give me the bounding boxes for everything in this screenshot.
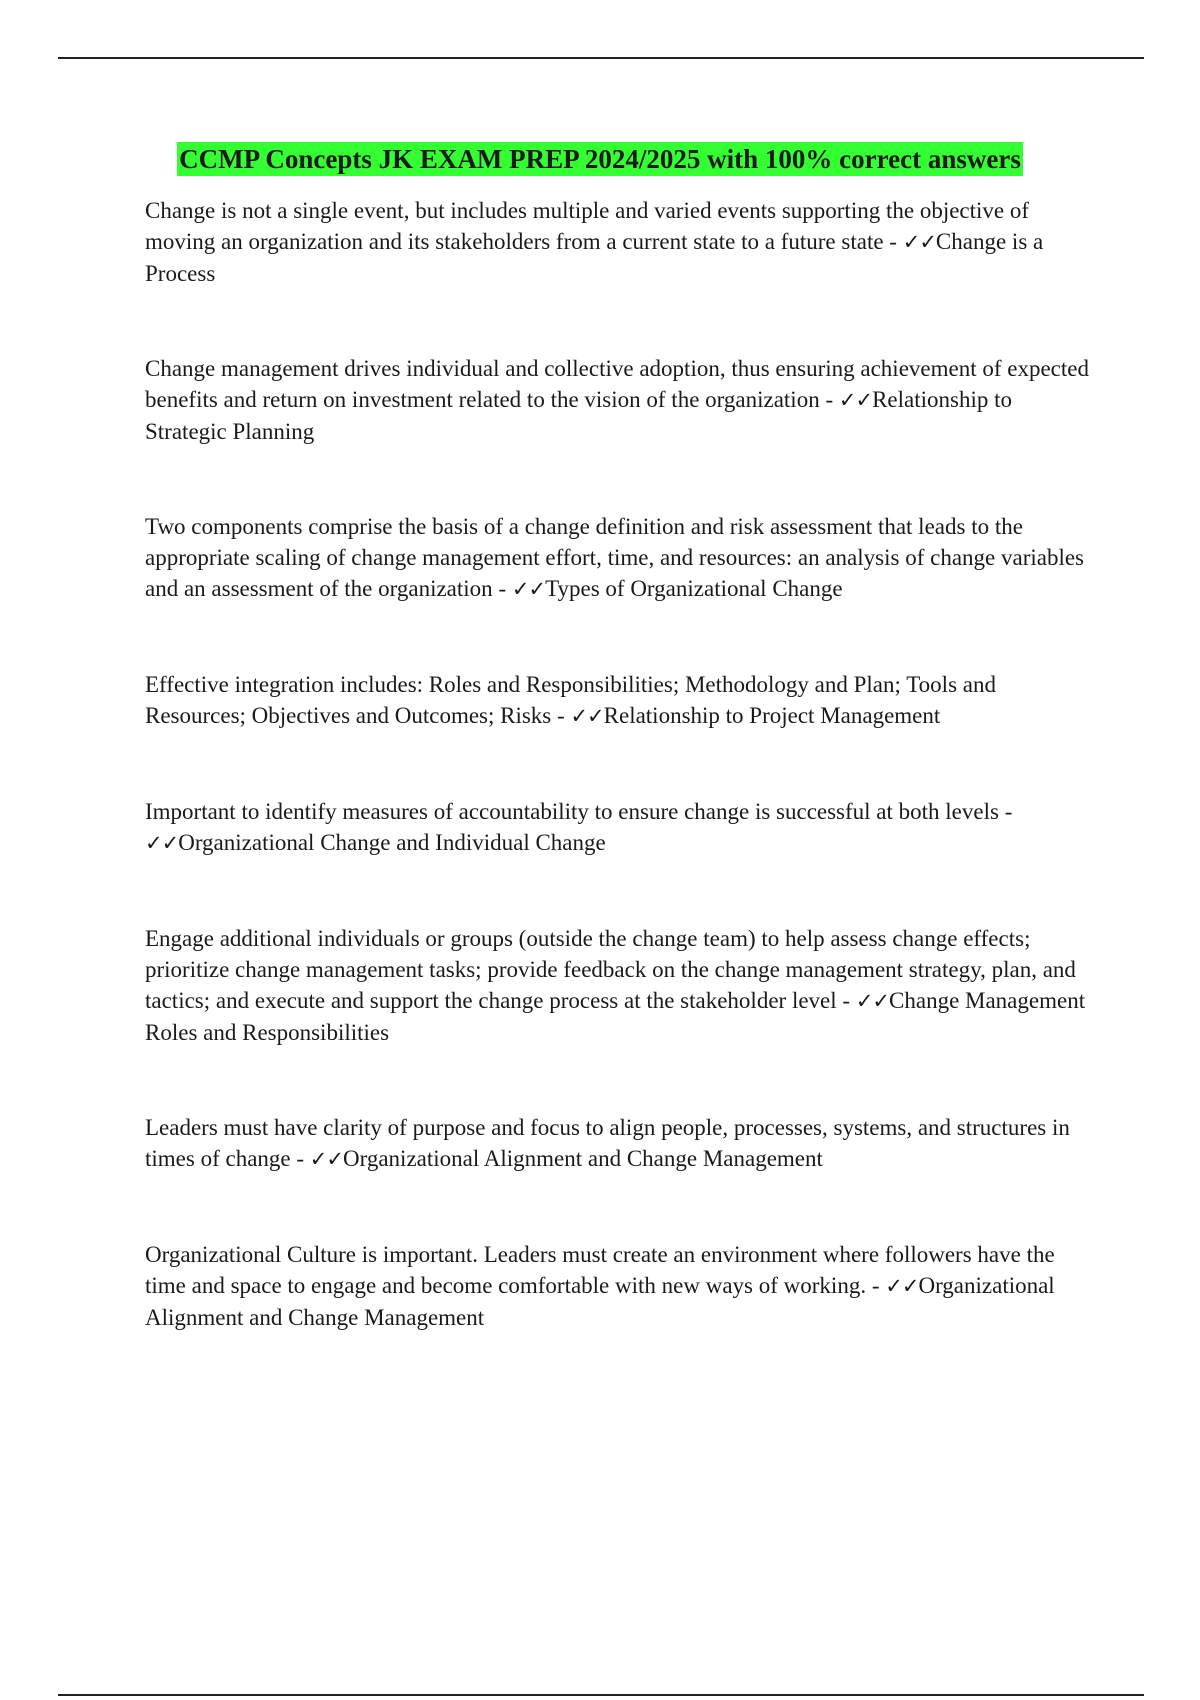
answer-text: Relationship to Strategic Planning <box>145 387 1012 444</box>
qa-item <box>145 669 1090 732</box>
separator: - <box>492 576 512 601</box>
separator: - <box>866 1273 886 1298</box>
question-text: Effective integration includes: Roles and Responsibilities; Methodology and Plan; Tools and Resources; Objectives and Outcomes; Risks <box>145 672 996 728</box>
separator: - <box>883 229 903 254</box>
document-title: CCMP Concepts JK EXAM PREP 2024/2025 with 100% correct answers <box>179 144 1021 174</box>
qa-item <box>145 353 1090 447</box>
title-container <box>0 142 1200 176</box>
double-check-icon: ✓✓ <box>855 989 890 1013</box>
question-text: Leaders must have clarity of purpose and focus to align people, processes, systems, and structures in times of change <box>145 1115 1070 1171</box>
question-text: Two components comprise the basis of a change definition and risk assessment that leads to the appropriate scaling of change management effort, time, and resources: an analysis of change variables and an assessment of the organization <box>145 514 1085 601</box>
question-text: Engage additional individuals or groups (outside the change team) to help assess change effects; prioritize change management tasks; provide feedback on the change management strategy, plan, and tactics; and execute and support the change process at the stakeholder level <box>145 926 1076 1013</box>
double-check-icon: ✓✓ <box>838 388 873 412</box>
qa-item <box>145 796 1090 859</box>
answer-text: Organizational Alignment and Change Management <box>145 1273 1055 1330</box>
answer-text: Relationship to Project Management <box>603 703 941 728</box>
separator: - <box>819 387 839 412</box>
separator: - <box>998 799 1013 824</box>
double-check-icon: ✓✓ <box>902 230 936 254</box>
qa-item <box>145 1239 1090 1333</box>
double-check-icon: ✓✓ <box>145 831 179 855</box>
qa-item <box>145 1112 1090 1175</box>
answer-text: Change is a Process <box>145 229 1044 286</box>
question-text: Organizational Culture is important. Leaders must create an environment where followers have the time and space to engage and become comfortable with new ways of working. <box>145 1242 1055 1298</box>
qa-item <box>145 195 1090 289</box>
qa-item <box>145 511 1090 605</box>
double-check-icon: ✓✓ <box>511 577 546 601</box>
separator: - <box>551 703 571 728</box>
question-text: Important to identify measures of accountability to ensure change is successful at both levels <box>145 799 999 824</box>
double-check-icon: ✓✓ <box>309 1147 343 1171</box>
double-check-icon: ✓✓ <box>570 704 604 728</box>
top-rule <box>58 57 1144 59</box>
question-text: Change management drives individual and collective adoption, thus ensuring achievement of expected benefits and return on investment related to the vision of the organization <box>145 356 1089 412</box>
qa-list <box>145 195 1090 1397</box>
answer-text: Organizational Change and Individual Change <box>178 830 606 855</box>
double-check-icon: ✓✓ <box>885 1274 919 1298</box>
separator: - <box>290 1146 310 1171</box>
qa-item <box>145 923 1090 1048</box>
answer-text: Organizational Alignment and Change Management <box>343 1146 823 1171</box>
answer-text: Types of Organizational Change <box>545 576 843 601</box>
separator: - <box>836 988 856 1013</box>
question-text: Change is not a single event, but includes multiple and varied events supporting the objective of moving an organization and its stakeholders from a current state to a future state <box>145 198 1030 254</box>
answer-text: Change Management Roles and Responsibilities <box>145 988 1086 1045</box>
bottom-rule <box>58 1694 1144 1696</box>
